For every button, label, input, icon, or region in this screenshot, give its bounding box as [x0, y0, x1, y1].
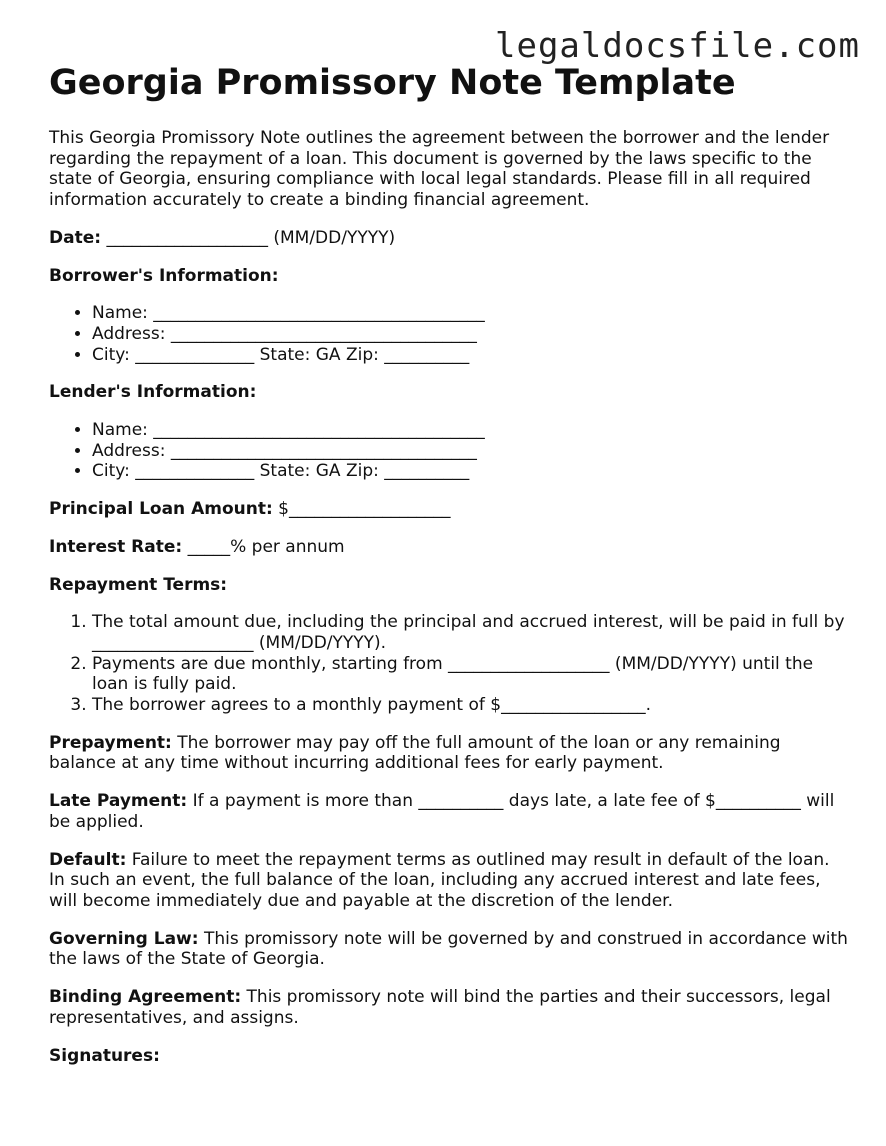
date-line: [49, 228, 849, 249]
default-paragraph: [49, 850, 849, 912]
prepayment-label: Prepayment:: [49, 732, 172, 753]
document-body: [49, 62, 849, 1083]
governing-law-label: Governing Law:: [49, 928, 199, 949]
late-payment-label: Late Payment:: [49, 791, 188, 812]
borrower-city-field: • City: ______________ State: GA Zip: __________: [92, 345, 849, 366]
date-label: Date:: [49, 227, 102, 248]
borrower-address-field: • Address: ____________________________________: [92, 324, 849, 345]
prepayment-text: The borrower may pay off the full amount of the loan or any remaining balance at any time without incurring additional fees for early payment.: [49, 732, 781, 774]
governing-law-text: This promissory note will be governed by and construed in accordance with the laws of the State of Georgia.: [49, 928, 848, 970]
binding-agreement-label: Binding Agreement:: [49, 987, 242, 1008]
repayment-heading: Repayment Terms:: [49, 574, 228, 595]
lender-list: [49, 420, 849, 482]
lender-heading: Lender's Information:: [49, 382, 257, 403]
lender-address-field: • Address: ____________________________________: [92, 441, 849, 462]
prepayment-paragraph: [49, 733, 849, 774]
late-payment-text: If a payment is more than __________ days late, a late fee of $__________ will be applied.: [49, 791, 835, 832]
principal-label: Principal Loan Amount:: [49, 499, 273, 520]
interest-label: Interest Rate:: [49, 536, 183, 557]
principal-field: $___________________: [272, 499, 451, 520]
page-title: Georgia Promissory Note Template: [49, 63, 736, 103]
borrower-heading: Borrower's Information:: [49, 265, 279, 286]
borrower-list: [49, 303, 849, 365]
repayment-term-1: 1. The total amount due, including the principal and accrued interest, will be paid in full by ___________________ (MM/DD/YYYY).: [92, 612, 849, 653]
binding-agreement-paragraph: [49, 987, 849, 1028]
lender-name-field: • Name: _______________________________________: [92, 420, 849, 441]
date-field: ___________________ (MM/DD/YYYY): [101, 227, 396, 248]
repayment-term-2: 2. Payments are due monthly, starting from ___________________ (MM/DD/YYYY) until the loan is fully paid.: [92, 654, 849, 695]
signatures-heading: Signatures:: [49, 1045, 160, 1066]
governing-law-paragraph: [49, 929, 849, 970]
borrower-name-field: • Name: _______________________________________: [92, 303, 849, 324]
repayment-list: [49, 612, 849, 716]
lender-city-field: • City: ______________ State: GA Zip: __________: [92, 461, 849, 482]
interest-line: [49, 537, 849, 558]
watermark: legaldocsfile.com: [495, 26, 860, 66]
intro-paragraph: This Georgia Promissory Note outlines the agreement between the borrower and the lender regarding the repayment of a loan. This document is governed by the laws specific to the state of Georgia, ensuring compliance with local legal standards. Please fill in all required information accurately to create a binding financial agreement.: [49, 128, 830, 211]
interest-field: _____% per annum: [182, 536, 345, 557]
binding-agreement-text: This promissory note will bind the parties and their successors, legal representatives, and assigns.: [49, 987, 831, 1028]
late-payment-paragraph: [49, 791, 849, 832]
principal-line: [49, 499, 849, 520]
repayment-term-3: 3. The borrower agrees to a monthly payment of $_________________.: [92, 695, 849, 716]
default-text: Failure to meet the repayment terms as outlined may result in default of the loan. In such an event, the full balance of the loan, including any accrued interest and late fees, will become immediately due and payable at the discretion of the lender.: [49, 849, 830, 911]
default-label: Default:: [49, 849, 127, 870]
